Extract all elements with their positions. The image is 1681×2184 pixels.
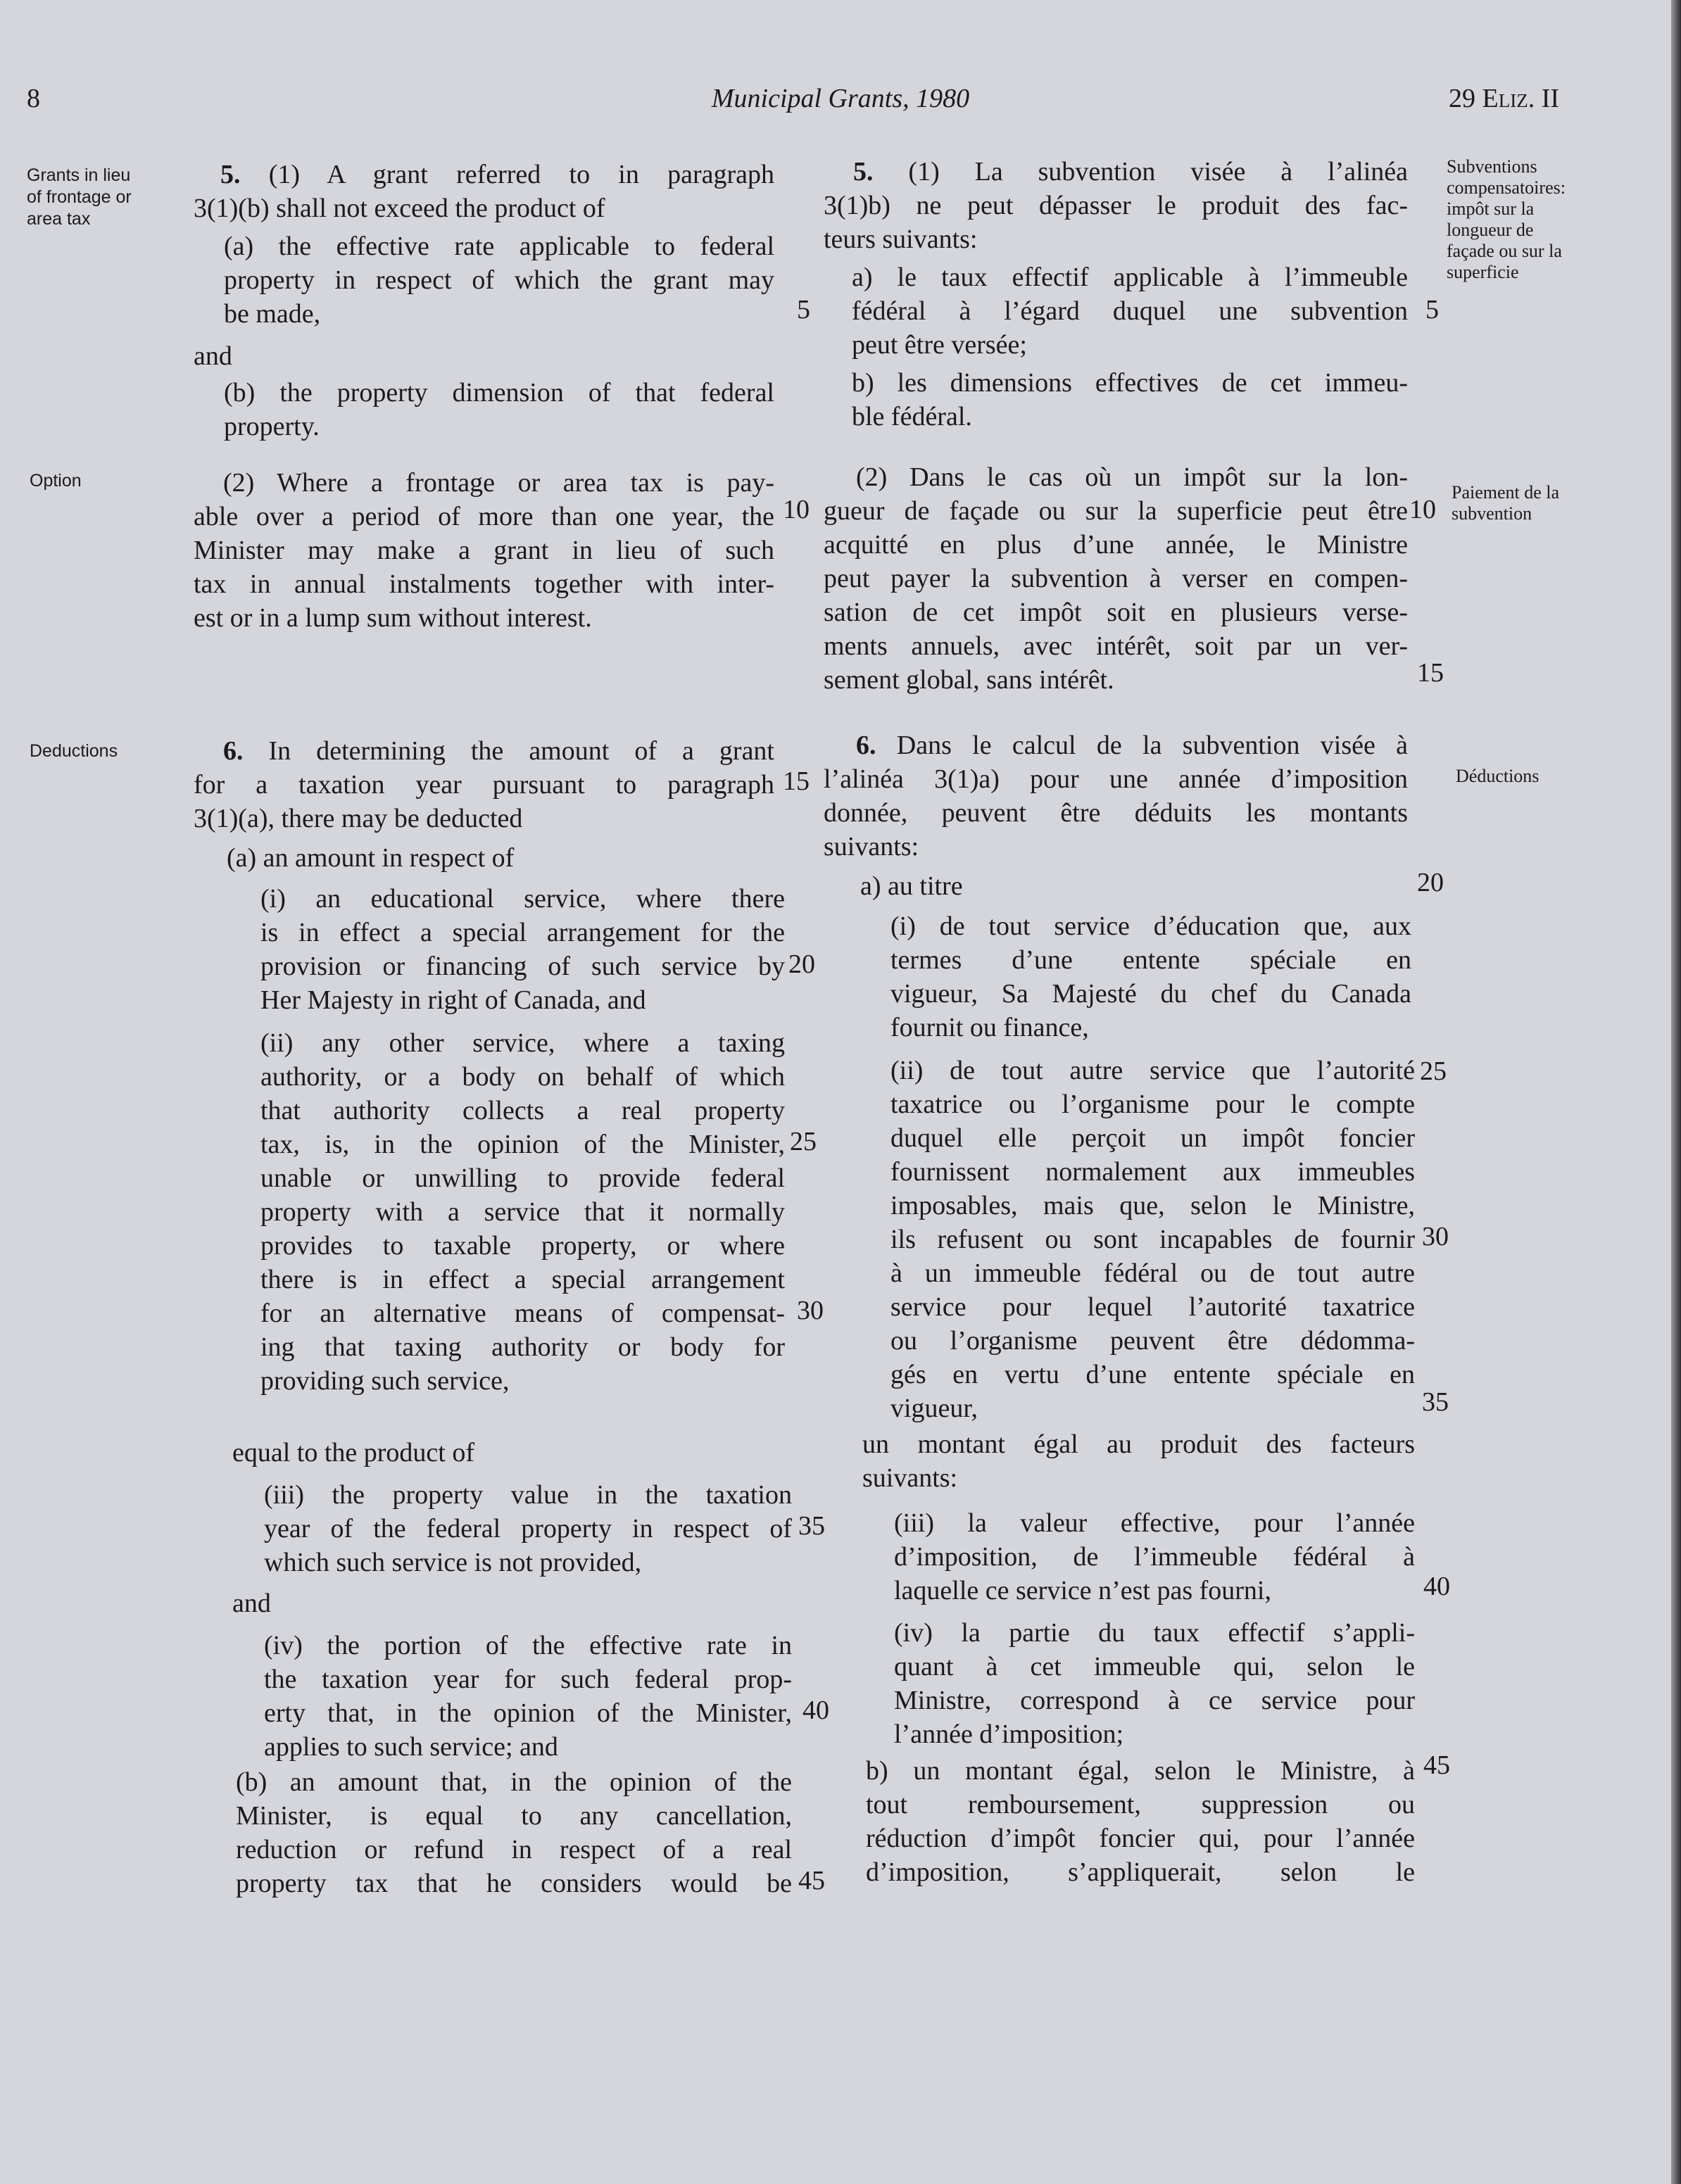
page-edge-shadow	[1671, 0, 1681, 2184]
line-number: 5	[1425, 295, 1439, 324]
fr-s6-a-i-line: termes d’une entente spéciale en	[890, 945, 1411, 975]
fr-s6-line: donnée, peuvent être déduits les montants	[824, 798, 1408, 828]
fr-s6-a-i-line: (i) de tout service d’éducation que, aux	[890, 911, 1411, 941]
en-s6-a-iii-line: year of the federal property in respect of	[264, 1514, 792, 1544]
en-s5-1-a-line: (a) the effective rate applicable to federal	[224, 232, 774, 261]
en-s6-a-iv-line: erty that, in the opinion of the Minister,	[264, 1698, 792, 1728]
line-number: 45	[1423, 1750, 1450, 1780]
fr-s6-a-iii	[894, 1506, 1415, 1608]
en-s5-1-b-line: (b) the property dimension of that federal	[224, 378, 774, 408]
margin-note-deductions-en: Deductions	[30, 741, 118, 761]
fr-s6-a: a) au titre	[860, 871, 963, 901]
en-s5-1-b-line: property.	[224, 412, 320, 441]
fr-s6-a-ii-line: fournissent normalement aux immeubles	[890, 1157, 1415, 1187]
fr-s6-a-ii-line: ou l’organisme peuvent être dédomma-	[890, 1326, 1415, 1356]
en-s6-a-iv-line: applies to such service; and	[264, 1732, 558, 1762]
en-s6-b-line: (b) an amount that, in the opinion of the	[236, 1767, 792, 1797]
line-number: 30	[1422, 1222, 1449, 1251]
fr-s5-2	[824, 460, 1408, 697]
en-s6-b	[236, 1765, 792, 1900]
en-s6-line: for a taxation year pursuant to paragraph	[194, 770, 774, 800]
en-s6-a-i-line: provision or financing of such service by	[260, 952, 785, 981]
fr-s6-a-ii-line: vigueur,	[890, 1394, 978, 1423]
fr-s6-a-ii-line: duquel elle perçoit un impôt foncier	[890, 1123, 1415, 1153]
fr-s6: 6. Dans le calcul de la subvention visée à l’alinéa 3(1)a) pour une année d’imposition donnée, peuvent être déduits les montants suivants:	[824, 728, 1408, 864]
en-s5-1-b	[224, 376, 774, 443]
en-s6-a-ii-line: unable or unwilling to provide federal	[260, 1163, 785, 1193]
line-number: 40	[802, 1696, 829, 1725]
en-s6-a-ii	[260, 1026, 785, 1398]
fr-s5-2-line: acquitté en plus d’une année, le Ministre	[824, 530, 1408, 560]
en-s6-a-iv-line: (iv) the portion of the effective rate in	[264, 1631, 792, 1660]
line-number: 25	[1420, 1056, 1447, 1086]
line-number: 10	[783, 495, 810, 524]
regnal-year: 29 Eliz. II	[1449, 84, 1560, 113]
en-s6-a-i-line: Her Majesty in right of Canada, and	[260, 985, 646, 1015]
en-s6-a-iv	[264, 1629, 792, 1764]
en-s6: 6. In determining the amount of a grant for a taxation year pursuant to paragraph 3(1)(a), there may be deducted	[194, 734, 774, 835]
fr-montant-line: un montant égal au produit des facteurs	[862, 1429, 1415, 1459]
margin-note-grants-en: Grants in lieu of frontage or area tax	[27, 165, 132, 229]
en-s6-b-line: Minister, is equal to any cancellation,	[236, 1801, 792, 1831]
fr-s6-a-ii	[890, 1054, 1415, 1425]
en-s6-a-i-line: is in effect a special arrangement for the	[260, 918, 785, 947]
fr-s5-2-line: (2) Dans le cas où un impôt sur la lon-	[856, 462, 1408, 492]
fr-s6-line: Dans le calcul de la subvention visée à	[896, 731, 1408, 760]
line-number: 15	[783, 766, 810, 796]
en-s6-a-iii-line: which such service is not provided,	[264, 1548, 642, 1577]
fr-s5-1-a-line: fédéral à l’égard duquel une subvention	[852, 296, 1408, 326]
en-s5-2-line: Minister may make a grant in lieu of such	[194, 536, 774, 565]
fr-s6-a-iv-line: (iv) la partie du taux effectif s’appli-	[894, 1618, 1415, 1648]
fr-s5-1-a-line: a) le taux effectif applicable à l’immeuble	[852, 263, 1408, 292]
en-s5-1-a	[224, 229, 774, 331]
page-number: 8	[27, 84, 40, 113]
en-s6-line: 3(1)(a), there may be deducted	[194, 804, 523, 833]
line-number: 25	[790, 1127, 817, 1156]
en-s6-a-iii	[264, 1478, 792, 1579]
en-s6-a-ii-line: provides to taxable property, or where	[260, 1231, 785, 1261]
line-number: 20	[1417, 868, 1444, 897]
en-s6-b-line: property tax that he considers would be	[236, 1869, 792, 1898]
line-number: 45	[798, 1866, 825, 1895]
en-s6-a-iii-line: (iii) the property value in the taxation	[264, 1480, 792, 1510]
fr-s6-a-ii-line: imposables, mais que, selon le Ministre,	[890, 1191, 1415, 1220]
line-number: 15	[1417, 658, 1444, 688]
en-s6-a-ii-line: there is in effect a special arrangement	[260, 1265, 785, 1294]
fr-s6-b	[866, 1754, 1415, 1889]
fr-s6-b-line: réduction d’impôt foncier qui, pour l’année	[866, 1824, 1415, 1853]
en-s6-a-ii-line: property with a service that it normally	[260, 1197, 785, 1227]
margin-note-subventions-fr: Subventions compensatoires: impôt sur la longueur de façade ou sur la superficie	[1447, 156, 1566, 282]
fr-s5-1-b	[852, 366, 1408, 434]
fr-s5-2-line: sement global, sans intérêt.	[824, 665, 1114, 695]
en-s6-a-ii-line: for an alternative means of compensat-	[260, 1299, 785, 1328]
en-s6-b-line: reduction or refund in respect of a real	[236, 1835, 792, 1864]
en-s6-line: In determining the amount of a grant	[268, 736, 774, 766]
fr-s5-1-line: 3(1)b) ne peut dépasser le produit des fac-	[824, 191, 1408, 220]
fr-s6-a-iii-line: (iii) la valeur effective, pour l’année	[894, 1508, 1415, 1538]
fr-s6-a-iv-line: quant à cet immeuble qui, selon le	[894, 1652, 1415, 1681]
en-s6-a-ii-line: ing that taxing authority or body for	[260, 1332, 785, 1362]
en-and: and	[194, 341, 232, 371]
en-s6-a-ii-line: authority, or a body on behalf of which	[260, 1062, 785, 1092]
en-s5-2-line: est or in a lump sum without interest.	[194, 603, 592, 633]
en-s5-1-a-line: be made,	[224, 299, 321, 329]
fr-s5-1-a-line: peut être versée;	[852, 330, 1027, 360]
en-s5-1-line: 3(1)(b) shall not exceed the product of	[194, 194, 605, 223]
fr-s6-a-iv	[894, 1616, 1415, 1751]
fr-s6-a-iv-line: l’année d’imposition;	[894, 1719, 1124, 1749]
fr-s6-a-i	[890, 909, 1411, 1044]
en-s5-1: 5. (1) A grant referred to in paragraph 3(1)(b) shall not exceed the product of	[194, 158, 774, 225]
en-s6-a-ii-line: (ii) any other service, where a taxing	[260, 1028, 785, 1058]
en-s6-a-iv-line: the taxation year for such federal prop-	[264, 1665, 792, 1694]
line-number: 30	[797, 1296, 824, 1325]
fr-s6-b-line: d’imposition, s’appliquerait, selon le	[866, 1857, 1415, 1887]
en-s6-a-i-line: (i) an educational service, where there	[260, 884, 785, 914]
en-s6-a-i	[260, 882, 785, 1017]
fr-montant-line: suivants:	[862, 1463, 958, 1493]
en-and: and	[232, 1589, 271, 1618]
fr-s6-a-iii-line: d’imposition, de l’immeuble fédéral à	[894, 1542, 1415, 1572]
margin-note-paiement-fr: Paiement de la subvention	[1452, 482, 1560, 524]
fr-s5-2-line: ments annuels, avec intérêt, soit par un ver-	[824, 631, 1408, 661]
en-s5-2	[194, 466, 774, 635]
line-number: 35	[1422, 1387, 1449, 1417]
fr-s6-a-iv-line: Ministre, correspond à ce service pour	[894, 1686, 1415, 1715]
fr-s5-2-line: sation de cet impôt soit en plusieurs verse-	[824, 598, 1408, 627]
fr-s6-a-ii-line: (ii) de tout autre service que l’autorité	[890, 1056, 1415, 1085]
fr-s5-2-line: gueur de façade ou sur la superficie peut être	[824, 496, 1408, 526]
fr-s6-a-i-line: fournit ou finance,	[890, 1013, 1089, 1042]
line-number: 5	[797, 295, 810, 324]
en-s6-a-ii-line: providing such service,	[260, 1366, 510, 1396]
fr-s6-line: l’alinéa 3(1)a) pour une année d’imposition	[824, 764, 1408, 794]
fr-s5-1-line: teurs suivants:	[824, 225, 978, 254]
line-number: 10	[1409, 495, 1436, 524]
en-s6-a-ii-line: tax, is, in the opinion of the Minister,	[260, 1130, 785, 1159]
margin-note-option-en: Option	[30, 471, 82, 491]
line-number: 40	[1423, 1572, 1450, 1601]
fr-s6-a-ii-line: ils refusent ou sont incapables de fournir	[890, 1225, 1415, 1254]
fr-s5-1-b-line: b) les dimensions effectives de cet immeu-	[852, 368, 1408, 398]
fr-s5-1-a	[852, 260, 1408, 362]
line-number: 35	[798, 1511, 825, 1541]
en-s5-1-a-line: property in respect of which the grant may	[224, 265, 774, 295]
en-s6-a: (a) an amount in respect of	[227, 843, 515, 873]
margin-note-deductions-fr: Déductions	[1456, 766, 1540, 786]
fr-s5-1-b-line: ble fédéral.	[852, 402, 972, 431]
fr-s6-a-ii-line: taxatrice ou l’organisme pour le compte	[890, 1090, 1415, 1119]
fr-s5-2-line: peut payer la subvention à verser en compen-	[824, 564, 1408, 593]
running-title: Municipal Grants, 1980	[711, 84, 970, 113]
fr-s6-a-ii-line: à un immeuble fédéral ou de tout autre	[890, 1258, 1415, 1288]
en-s5-2-line: (2) Where a frontage or area tax is pay-	[223, 468, 774, 498]
fr-s5-1-line: (1) La subvention visée à l’alinéa	[908, 157, 1409, 187]
fr-s6-line: suivants:	[824, 832, 919, 861]
fr-s6-a-ii-line: service pour lequel l’autorité taxatrice	[890, 1292, 1415, 1322]
fr-s6-b-line: b) un montant égal, selon le Ministre, à	[866, 1756, 1415, 1786]
en-s5-2-line: tax in annual instalments together with inter-	[194, 569, 774, 599]
fr-s6-a-ii-line: gés en vertu d’une entente spéciale en	[890, 1360, 1415, 1389]
fr-s5-1: 5. (1) La subvention visée à l’alinéa 3(1)b) ne peut dépasser le produit des fac- teurs suivants:	[824, 155, 1408, 256]
fr-s6-b-line: tout remboursement, suppression ou	[866, 1790, 1415, 1819]
fr-s6-a-i-line: vigueur, Sa Majesté du chef du Canada	[890, 979, 1411, 1009]
fr-s6-a-iii-line: laquelle ce service n’est pas fourni,	[894, 1576, 1271, 1605]
line-number: 20	[788, 949, 815, 979]
en-s5-2-line: able over a period of more than one year, the	[194, 502, 774, 531]
en-s6-a-ii-line: that authority collects a real property	[260, 1096, 785, 1125]
fr-montant	[862, 1427, 1415, 1495]
en-equal-to: equal to the product of	[232, 1438, 475, 1467]
en-s5-1-line: (1) A grant referred to in paragraph	[268, 160, 775, 189]
